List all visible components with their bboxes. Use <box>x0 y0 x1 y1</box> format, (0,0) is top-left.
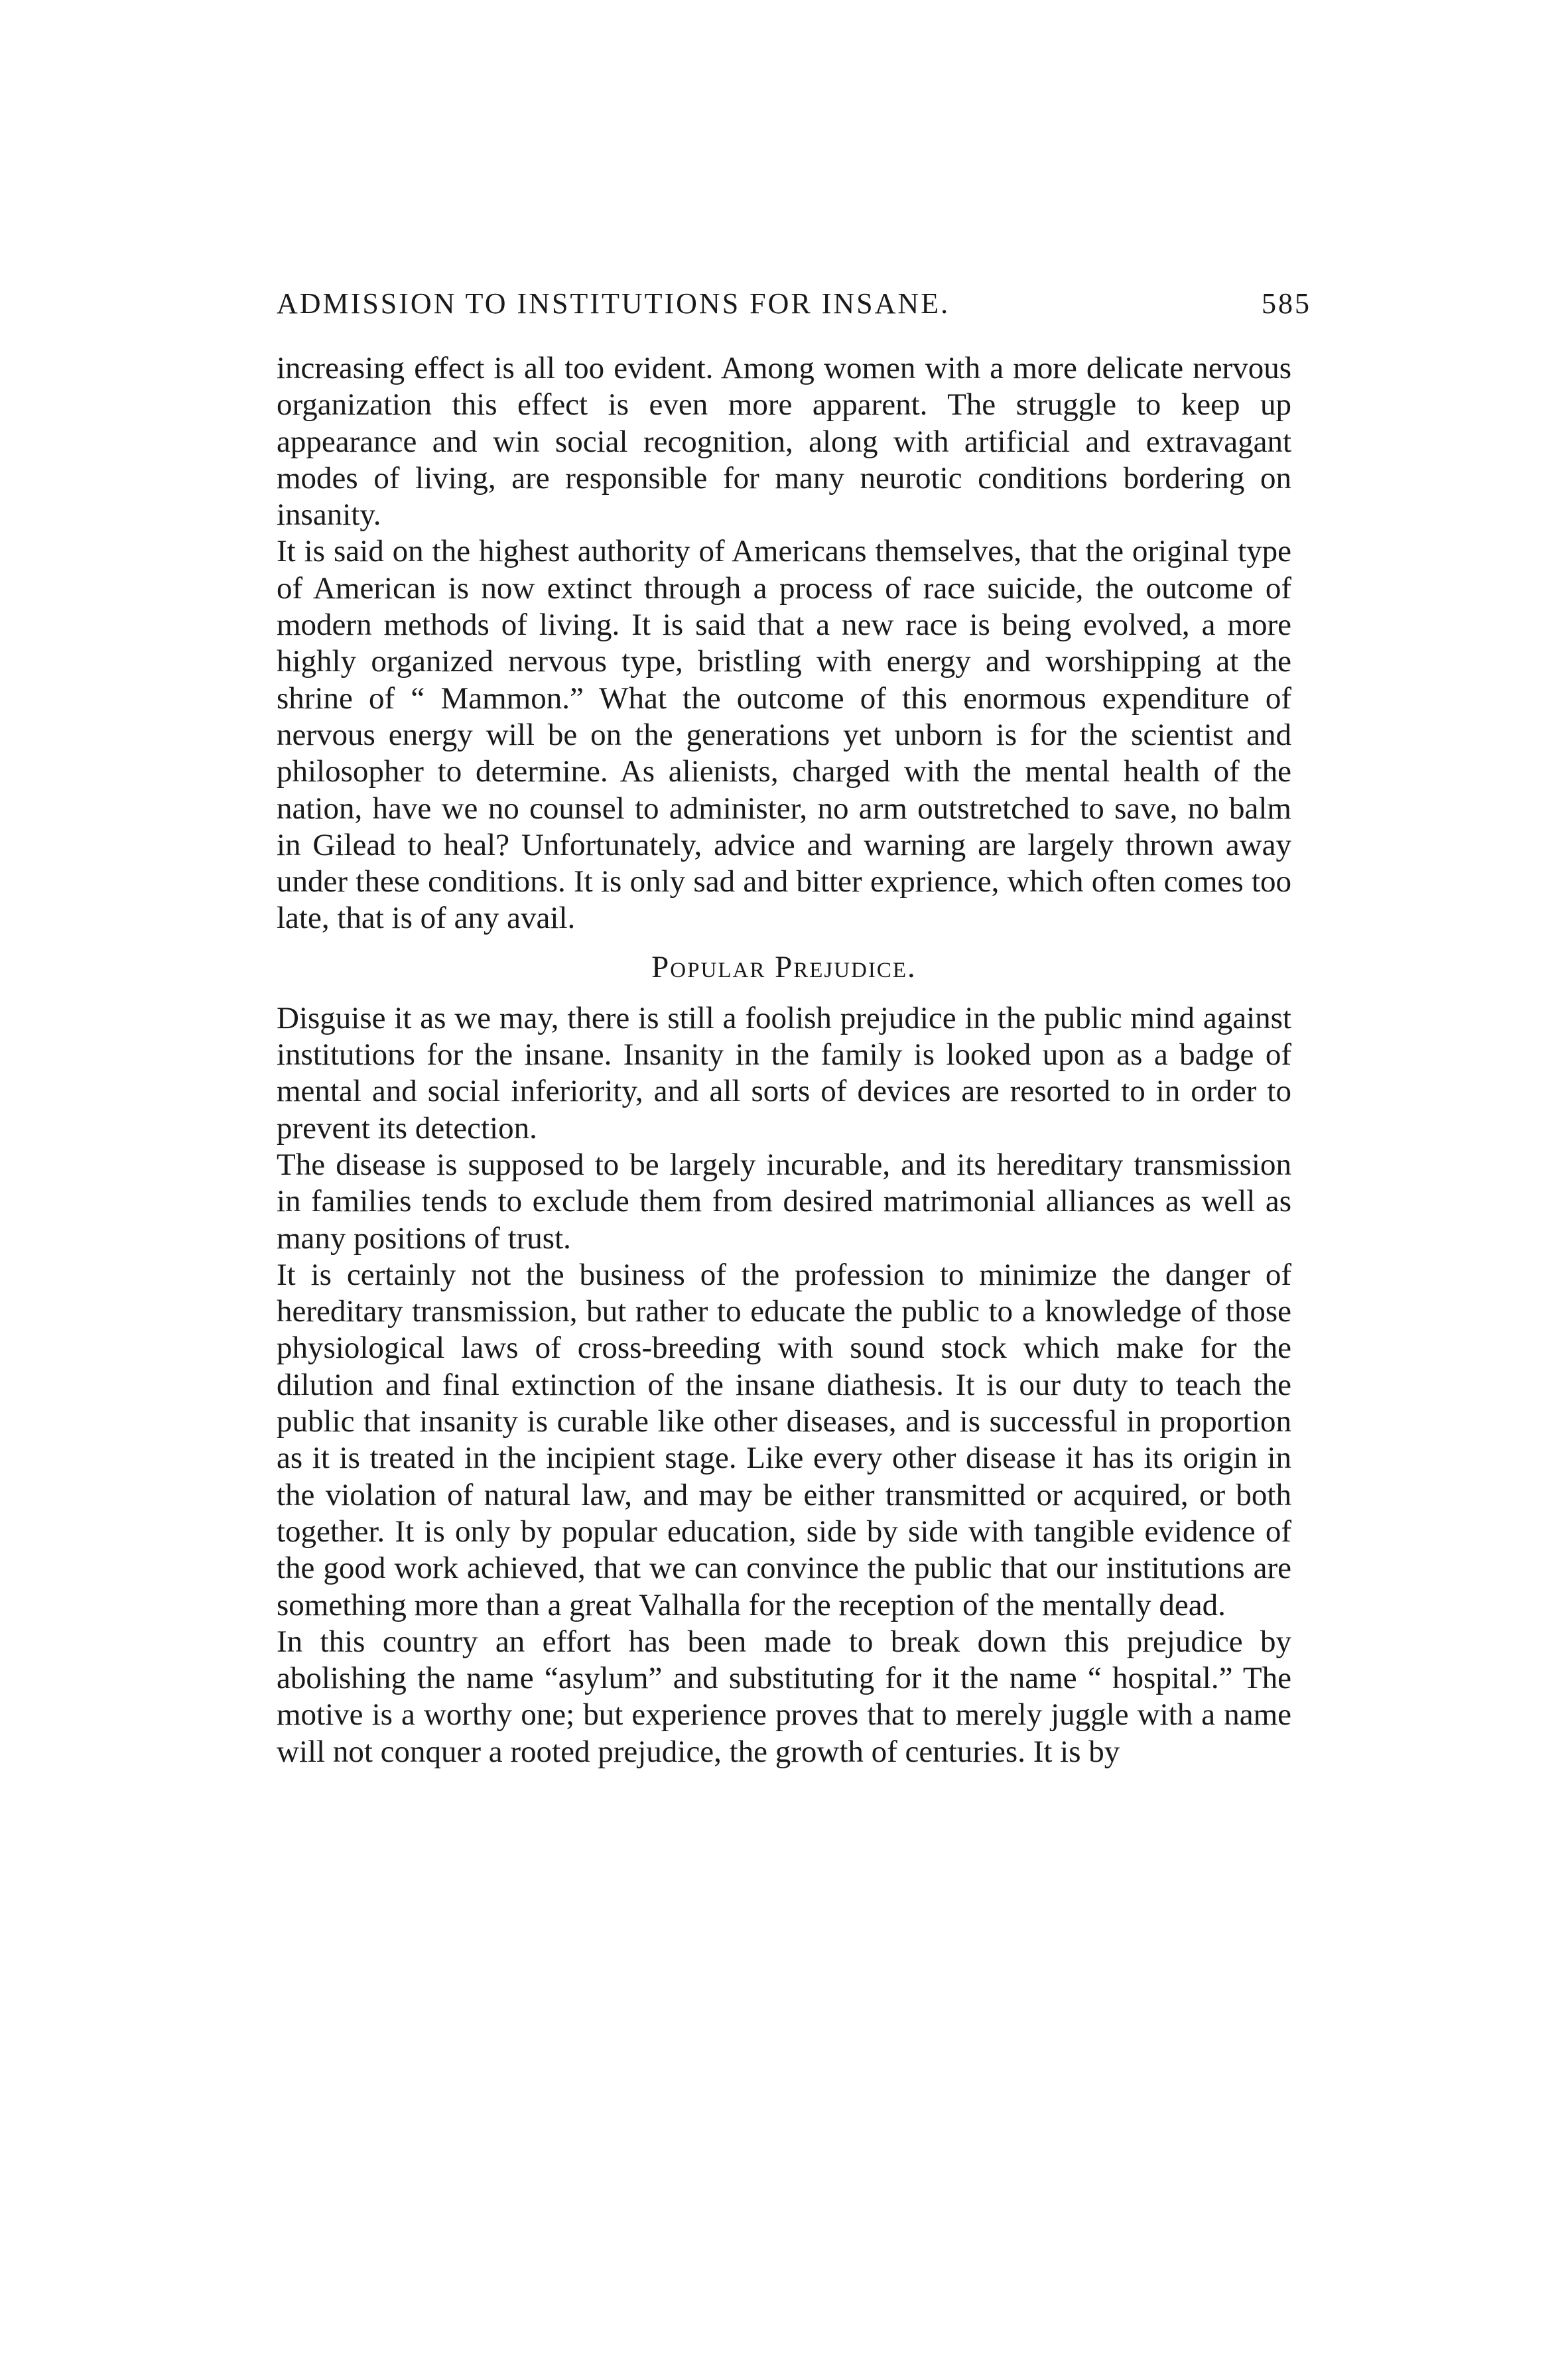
paragraph: It is said on the highest authority of Americans themselves, that the original type of American is now extinct through a process of race suicide, the outcome of modern methods of living. It is said that a new race is being evolved, a more highly organized nervous type, bristling with energy and worshipping at the shrine of “ Mammon.” What the outcome of this enormous expenditure of nervous energy will be on the generations yet unborn is for the scientist and philosopher to determine. As alienists, charged with the mental health of the nation, have we no counsel to administer, no arm outstretched to save, no balm in Gilead to heal? Unfortunately, advice and warning are largely thrown away under these conditions. It is only sad and bitter exprience, which often comes too late, that is of any avail. <box>277 534 1291 936</box>
section-heading: Popular Prejudice. <box>651 949 917 984</box>
page-number: 585 <box>1262 287 1311 320</box>
running-head <box>277 281 1311 327</box>
paragraph: increasing effect is all too evident. Among women with a more delicate nervous organization this effect is even more apparent. The struggle to keep up appearance and win social recognition, along with artificial and extravagant modes of living, are responsible for many neurotic conditions bordering on insanity. <box>277 351 1291 533</box>
paragraph: In this country an effort has been made to break down this prejudice by abolishing the name “asylum” and substituting for it the name “ hospital.” The motive is a worthy one; but experience proves that to merely juggle with a name will not conquer a rooted prejudice, the growth of centuries. It is by <box>277 1624 1291 1769</box>
paragraph: It is certainly not the business of the profession to minimize the danger of hereditary transmission, but rather to educate the public to a knowledge of those physiological laws of cross-breeding with sound stock which make for the dilution and final extinction of the insane diathesis. It is our duty to teach the public that insanity is curable like other diseases, and is successful in proportion as it is treated in the incipient stage. Like every other disease it has its origin in the violation of natural law, and may be either transmitted or acquired, or both together. It is only by popular education, side by side with tangible evidence of the good work achieved, that we can convince the public that our institutions are something more than a great Valhalla for the reception of the mentally dead. <box>277 1257 1291 1622</box>
paragraph: Disguise it as we may, there is still a foolish prejudice in the public mind against institutions for the insane. Insanity in the family is looked upon as a badge of mental and social inferiority, and all sorts of devices are resorted to in order to prevent its detection. <box>277 1000 1291 1146</box>
paragraph: The disease is supposed to be largely incurable, and its hereditary transmission in families tends to exclude them from desired matrimonial alliances as well as many positions of trust. <box>277 1147 1291 1256</box>
running-title: ADMISSION TO INSTITUTIONS FOR INSANE. <box>277 287 950 320</box>
body-text <box>277 350 1291 1770</box>
